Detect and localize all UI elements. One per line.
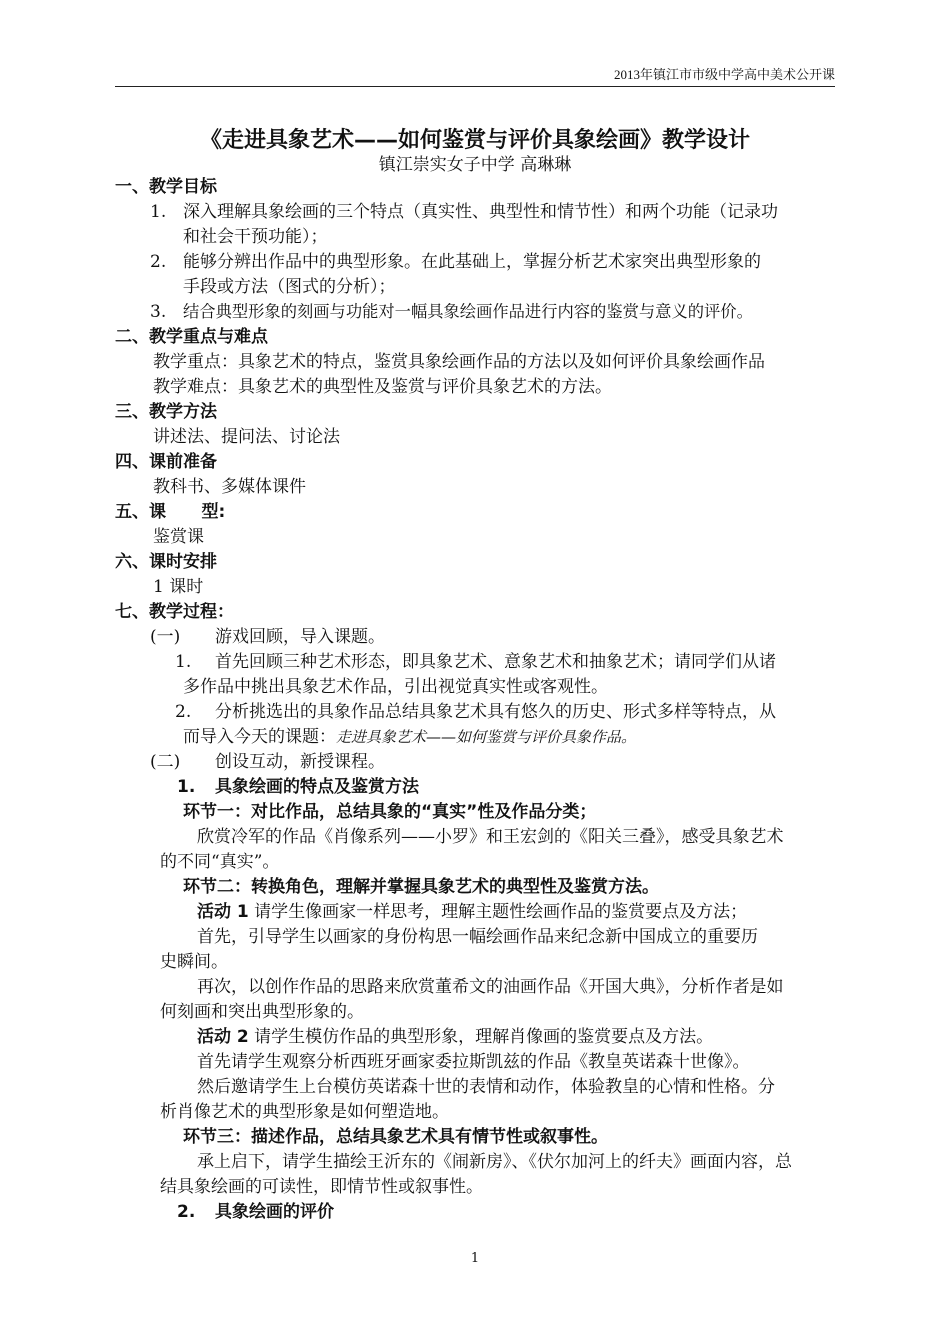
paragraph-line: 何刻画和突出典型形象的。	[160, 1002, 364, 1022]
list-item-text	[183, 725, 636, 749]
paragraph-line: 承上启下，请学生描绘王沂东的《闹新房》、《伏尔加河上的纤夫》画面内容，总	[197, 1152, 792, 1172]
subsection-title: 具象绘画的评价	[215, 1202, 334, 1222]
paragraph-line: 结具象绘画的可读性，即情节性或叙事性。	[160, 1177, 483, 1197]
list-number: 1.	[150, 202, 167, 222]
list-number: 1.	[175, 652, 192, 672]
list-item-text: 多作品中挑出具象艺术作品，引出视觉真实性或客观性。	[183, 677, 608, 697]
page-number: 1	[470, 1251, 480, 1266]
list-item-text-lead: 而导入今天的课题：	[183, 727, 336, 747]
list-item-text: 首先回顾三种艺术形态，即具象艺术、意象艺术和抽象艺术；请同学们从诸	[215, 652, 776, 672]
paragraph-line: 再次，以创作作品的思路来欣赏董希文的油画作品《开国大典》，分析作者是如	[197, 977, 784, 997]
link-heading-1: 环节一：对比作品，总结具象的“真实”性及作品分类；	[183, 802, 597, 822]
activity-label: 活动 2	[197, 1027, 249, 1047]
section-heading-5: 五、课 型:	[115, 502, 226, 522]
subsection-number: 2.	[177, 1202, 196, 1222]
subsection-title: 具象绘画的特点及鉴赏方法	[215, 777, 419, 797]
header-text: 2013年镇江市市级中学高中美术公开课	[613, 67, 835, 82]
list-item-text: 深入理解具象绘画的三个特点（真实性、典型性和情节性）和两个功能（记录功	[183, 202, 778, 222]
list-item-text: 和社会干预功能）；	[183, 227, 328, 247]
section-heading-6: 六、课时安排	[115, 552, 217, 572]
part-title: 创设互动，新授课程。	[215, 752, 385, 772]
list-number: 2.	[175, 702, 192, 722]
paragraph-line: 讲述法、提问法、讨论法	[153, 427, 340, 447]
list-item-text: 结合典型形象的刻画与功能对一幅具象绘画作品进行内容的鉴赏与意义的评价。	[183, 302, 753, 321]
paragraph-line: 鉴赏课	[153, 527, 204, 547]
paragraph-line: 首先请学生观察分析西班牙画家委拉斯凯兹的作品《教皇英诺森十世像》。	[197, 1052, 750, 1072]
paragraph-line: 教科书、多媒体课件	[153, 477, 306, 497]
link-heading-2: 环节二：转换角色，理解并掌握具象艺术的典型性及鉴赏方法。	[183, 877, 659, 897]
document-title: 《走进具象艺术——如何鉴赏与评价具象绘画》教学设计	[199, 128, 750, 153]
paragraph-line: 的不同“真实”。	[160, 852, 280, 872]
activity-text: 请学生像画家一样思考，理解主题性绘画作品的鉴赏要点及方法；	[248, 902, 748, 922]
list-number: 3.	[150, 302, 167, 322]
section-heading-4: 四、课前准备	[115, 452, 217, 472]
course-topic: 走进具象艺术——如何鉴赏与评价具象作品。	[336, 728, 637, 746]
list-item-text: 分析挑选出的具象作品总结具象艺术具有悠久的历史、形式多样等特点，从	[215, 702, 776, 722]
part-number: (一)	[150, 627, 181, 647]
paragraph-line: 然后邀请学生上台模仿英诺森十世的表情和动作，体验教皇的心情和性格。分	[197, 1077, 775, 1097]
link-heading-3: 环节三：描述作品，总结具象艺术具有情节性或叙事性。	[183, 1127, 608, 1147]
paragraph-line: 教学难点：具象艺术的典型性及鉴赏与评价具象艺术的方法。	[153, 377, 612, 397]
section-heading-2: 二、教学重点与难点	[115, 327, 268, 347]
section-heading-3: 三、教学方法	[115, 402, 217, 422]
activity-line	[197, 1025, 713, 1049]
paragraph-line: 首先，引导学生以画家的身份构思一幅绘画作品来纪念新中国成立的重要历	[197, 927, 758, 947]
paragraph-line: 1 课时	[153, 577, 204, 597]
paragraph-line: 史瞬间。	[160, 952, 228, 972]
paragraph-line: 教学重点：具象艺术的特点，鉴赏具象绘画作品的方法以及如何评价具象绘画作品	[153, 352, 765, 372]
list-item-text: 能够分辨出作品中的典型形象。在此基础上，掌握分析艺术家突出典型形象的	[183, 252, 761, 272]
section-heading-7: 七、教学过程：	[115, 602, 234, 622]
activity-label: 活动 1	[197, 902, 249, 922]
paragraph-line: 欣赏冷军的作品《肖像系列——小罗》和王宏剑的《阳关三叠》，感受具象艺术	[197, 827, 784, 847]
subsection-number: 1.	[177, 777, 196, 797]
list-item-text: 手段或方法（图式的分析）；	[183, 277, 396, 297]
activity-text: 请学生模仿作品的典型形象，理解肖像画的鉴赏要点及方法。	[248, 1027, 714, 1047]
part-number: (二)	[150, 752, 181, 772]
activity-line	[197, 900, 747, 924]
document-author: 镇江崇实女子中学 高琳琳	[378, 155, 572, 175]
list-number: 2.	[150, 252, 167, 272]
part-title: 游戏回顾，导入课题。	[215, 627, 385, 647]
section-heading-1: 一、教学目标	[115, 177, 217, 197]
paragraph-line: 析肖像艺术的典型形象是如何塑造地。	[160, 1102, 449, 1122]
page-header	[115, 58, 835, 87]
